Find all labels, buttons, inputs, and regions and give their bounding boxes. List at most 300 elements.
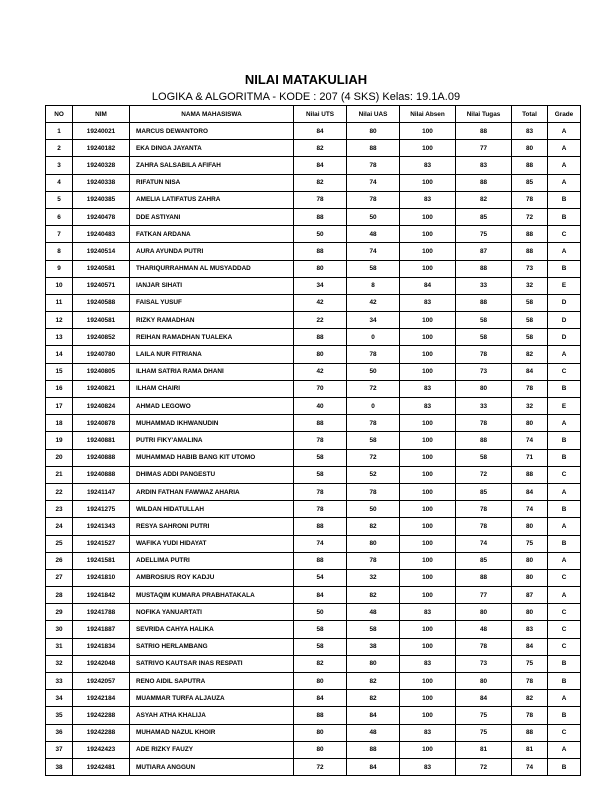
cell-uts: 42 xyxy=(294,363,347,380)
cell-no: 3 xyxy=(46,157,73,174)
cell-total: 80 xyxy=(512,569,548,586)
cell-tugas: 78 xyxy=(456,518,512,535)
cell-grade: B xyxy=(548,432,581,449)
cell-uas: 50 xyxy=(347,501,400,518)
cell-absen: 100 xyxy=(400,587,456,604)
cell-absen: 100 xyxy=(400,518,456,535)
cell-no: 32 xyxy=(46,655,73,672)
cell-absen: 100 xyxy=(400,123,456,140)
cell-tugas: 80 xyxy=(456,673,512,690)
cell-absen: 100 xyxy=(400,569,456,586)
cell-uas: 48 xyxy=(347,604,400,621)
cell-nim: 19240805 xyxy=(73,363,130,380)
table-row xyxy=(46,277,581,294)
cell-uts: 70 xyxy=(294,380,347,397)
cell-nama: AMELIA LATIFATUS ZAHRA xyxy=(130,191,294,208)
cell-grade: A xyxy=(548,157,581,174)
cell-tugas: 72 xyxy=(456,758,512,775)
cell-uas: 32 xyxy=(347,569,400,586)
cell-total: 75 xyxy=(512,655,548,672)
cell-absen: 83 xyxy=(400,655,456,672)
cell-no: 17 xyxy=(46,398,73,415)
cell-uas: 80 xyxy=(347,123,400,140)
cell-tugas: 80 xyxy=(456,380,512,397)
cell-tugas: 58 xyxy=(456,449,512,466)
cell-nim: 19242048 xyxy=(73,655,130,672)
cell-absen: 100 xyxy=(400,260,456,277)
table-row xyxy=(46,587,581,604)
cell-total: 85 xyxy=(512,174,548,191)
cell-total: 58 xyxy=(512,294,548,311)
cell-uas: 82 xyxy=(347,690,400,707)
cell-tugas: 75 xyxy=(456,724,512,741)
cell-nama: ILHAM CHAIRI xyxy=(130,380,294,397)
cell-total: 32 xyxy=(512,398,548,415)
cell-nim: 19242288 xyxy=(73,707,130,724)
cell-no: 23 xyxy=(46,501,73,518)
cell-total: 74 xyxy=(512,432,548,449)
cell-nama: PUTRI FIKY'AMALINA xyxy=(130,432,294,449)
cell-absen: 100 xyxy=(400,226,456,243)
cell-grade: D xyxy=(548,329,581,346)
cell-total: 58 xyxy=(512,329,548,346)
cell-absen: 100 xyxy=(400,501,456,518)
table-row xyxy=(46,398,581,415)
table-row xyxy=(46,260,581,277)
cell-grade: B xyxy=(548,673,581,690)
cell-nim: 19240581 xyxy=(73,312,130,329)
cell-total: 88 xyxy=(512,226,548,243)
cell-grade: D xyxy=(548,312,581,329)
cell-absen: 83 xyxy=(400,380,456,397)
cell-no: 4 xyxy=(46,174,73,191)
cell-nim: 19240182 xyxy=(73,140,130,157)
cell-total: 80 xyxy=(512,140,548,157)
cell-uts: 80 xyxy=(294,724,347,741)
cell-grade: A xyxy=(548,140,581,157)
cell-uts: 88 xyxy=(294,415,347,432)
cell-nama: MUTIARA ANGGUN xyxy=(130,758,294,775)
table-row xyxy=(46,483,581,500)
cell-total: 80 xyxy=(512,552,548,569)
cell-grade: B xyxy=(548,208,581,225)
cell-nim: 19241275 xyxy=(73,501,130,518)
cell-grade: B xyxy=(548,380,581,397)
cell-uas: 80 xyxy=(347,655,400,672)
cell-no: 33 xyxy=(46,673,73,690)
cell-total: 58 xyxy=(512,312,548,329)
cell-tugas: 87 xyxy=(456,243,512,260)
table-row xyxy=(46,604,581,621)
cell-absen: 100 xyxy=(400,140,456,157)
cell-uts: 80 xyxy=(294,260,347,277)
cell-uts: 84 xyxy=(294,157,347,174)
cell-grade: C xyxy=(548,621,581,638)
cell-nama: AHMAD LEGOWO xyxy=(130,398,294,415)
cell-total: 81 xyxy=(512,741,548,758)
cell-nama: LAILA NUR FITRIANA xyxy=(130,346,294,363)
cell-nama: SATRIO HERLAMBANG xyxy=(130,638,294,655)
cell-tugas: 33 xyxy=(456,277,512,294)
cell-nim: 19240881 xyxy=(73,432,130,449)
cell-nama: MARCUS DEWANTORO xyxy=(130,123,294,140)
cell-nim: 19240328 xyxy=(73,157,130,174)
table-row xyxy=(46,569,581,586)
cell-no: 26 xyxy=(46,552,73,569)
table-row xyxy=(46,707,581,724)
cell-absen: 83 xyxy=(400,157,456,174)
header-tugas: Nilai Tugas xyxy=(456,106,512,123)
header-grade: Grade xyxy=(548,106,581,123)
cell-nama: ADELLIMA PUTRI xyxy=(130,552,294,569)
cell-grade: A xyxy=(548,518,581,535)
cell-uas: 72 xyxy=(347,380,400,397)
table-row xyxy=(46,758,581,775)
header-no: NO xyxy=(46,106,73,123)
cell-uas: 58 xyxy=(347,621,400,638)
cell-uas: 78 xyxy=(347,346,400,363)
cell-grade: A xyxy=(548,552,581,569)
cell-nim: 19240878 xyxy=(73,415,130,432)
cell-tugas: 58 xyxy=(456,312,512,329)
cell-no: 9 xyxy=(46,260,73,277)
cell-total: 78 xyxy=(512,380,548,397)
cell-nim: 19240571 xyxy=(73,277,130,294)
cell-nama: MUAMMAR TURFA ALJAUZA xyxy=(130,690,294,707)
cell-tugas: 88 xyxy=(456,123,512,140)
table-row xyxy=(46,363,581,380)
cell-nim: 19242184 xyxy=(73,690,130,707)
table-row xyxy=(46,655,581,672)
cell-grade: B xyxy=(548,449,581,466)
table-row xyxy=(46,243,581,260)
cell-nama: MUHAMMAD HABIB BANG KIT UTOMO xyxy=(130,449,294,466)
cell-tugas: 74 xyxy=(456,535,512,552)
cell-uas: 82 xyxy=(347,518,400,535)
cell-uas: 48 xyxy=(347,226,400,243)
cell-no: 15 xyxy=(46,363,73,380)
table-row xyxy=(46,226,581,243)
cell-no: 28 xyxy=(46,587,73,604)
cell-no: 5 xyxy=(46,191,73,208)
cell-no: 1 xyxy=(46,123,73,140)
cell-total: 84 xyxy=(512,483,548,500)
cell-total: 75 xyxy=(512,535,548,552)
table-header-row xyxy=(46,106,581,123)
cell-total: 74 xyxy=(512,758,548,775)
cell-grade: A xyxy=(548,346,581,363)
cell-nama: ADE RIZKY FAUZY xyxy=(130,741,294,758)
cell-no: 22 xyxy=(46,483,73,500)
cell-nim: 19240588 xyxy=(73,294,130,311)
cell-absen: 100 xyxy=(400,243,456,260)
cell-absen: 100 xyxy=(400,174,456,191)
cell-uts: 80 xyxy=(294,673,347,690)
cell-total: 80 xyxy=(512,415,548,432)
cell-nim: 19240780 xyxy=(73,346,130,363)
cell-nama: MUSTAQIM KUMARA PRABHATAKALA xyxy=(130,587,294,604)
cell-absen: 100 xyxy=(400,535,456,552)
document-subtitle: LOGIKA & ALGORITMA - KODE : 207 (4 SKS) Kelas: 19.1A.09 xyxy=(151,91,461,103)
cell-nim: 19240824 xyxy=(73,398,130,415)
cell-nim: 19241147 xyxy=(73,483,130,500)
cell-grade: C xyxy=(548,363,581,380)
cell-no: 30 xyxy=(46,621,73,638)
cell-absen: 100 xyxy=(400,552,456,569)
cell-no: 34 xyxy=(46,690,73,707)
cell-uas: 84 xyxy=(347,758,400,775)
cell-uts: 88 xyxy=(294,243,347,260)
cell-absen: 100 xyxy=(400,415,456,432)
cell-absen: 100 xyxy=(400,346,456,363)
header-uts: Nilai UTS xyxy=(294,106,347,123)
cell-nama: REIHAN RAMADHAN TUALEKA xyxy=(130,329,294,346)
cell-no: 37 xyxy=(46,741,73,758)
cell-tugas: 73 xyxy=(456,363,512,380)
cell-uts: 22 xyxy=(294,312,347,329)
cell-nama: DHIMAS ADDI PANGESTU xyxy=(130,466,294,483)
cell-nama: SEVRIDA CAHYA HALIKA xyxy=(130,621,294,638)
cell-uas: 58 xyxy=(347,432,400,449)
cell-uas: 38 xyxy=(347,638,400,655)
cell-absen: 84 xyxy=(400,277,456,294)
cell-nim: 19242057 xyxy=(73,673,130,690)
cell-total: 88 xyxy=(512,466,548,483)
cell-nim: 19241834 xyxy=(73,638,130,655)
cell-no: 16 xyxy=(46,380,73,397)
cell-tugas: 75 xyxy=(456,226,512,243)
cell-nama: ASYAH ATHA KHALIJA xyxy=(130,707,294,724)
cell-nama: ARDIN FATHAN FAWWAZ AHARIA xyxy=(130,483,294,500)
cell-nim: 19242288 xyxy=(73,724,130,741)
cell-uas: 50 xyxy=(347,208,400,225)
cell-absen: 83 xyxy=(400,724,456,741)
cell-uts: 78 xyxy=(294,191,347,208)
cell-total: 74 xyxy=(512,501,548,518)
cell-uts: 78 xyxy=(294,483,347,500)
cell-tugas: 84 xyxy=(456,690,512,707)
grades-table xyxy=(45,105,581,776)
cell-nim: 19241788 xyxy=(73,604,130,621)
cell-no: 8 xyxy=(46,243,73,260)
cell-uas: 82 xyxy=(347,587,400,604)
cell-uts: 80 xyxy=(294,741,347,758)
cell-tugas: 88 xyxy=(456,569,512,586)
cell-nim: 19240338 xyxy=(73,174,130,191)
cell-tugas: 78 xyxy=(456,501,512,518)
table-body xyxy=(46,123,581,776)
cell-grade: C xyxy=(548,466,581,483)
cell-total: 84 xyxy=(512,363,548,380)
cell-uas: 82 xyxy=(347,673,400,690)
cell-absen: 100 xyxy=(400,208,456,225)
cell-uas: 84 xyxy=(347,707,400,724)
table-row xyxy=(46,621,581,638)
cell-no: 10 xyxy=(46,277,73,294)
cell-absen: 100 xyxy=(400,621,456,638)
cell-nim: 19240385 xyxy=(73,191,130,208)
cell-nim: 19240821 xyxy=(73,380,130,397)
table-row xyxy=(46,123,581,140)
cell-uts: 34 xyxy=(294,277,347,294)
cell-nama: WAFIKA YUDI HIDAYAT xyxy=(130,535,294,552)
cell-nama: ZAHRA SALSABILA AFIFAH xyxy=(130,157,294,174)
cell-uas: 50 xyxy=(347,363,400,380)
cell-total: 82 xyxy=(512,346,548,363)
cell-tugas: 88 xyxy=(456,294,512,311)
cell-grade: B xyxy=(548,501,581,518)
header-total: Total xyxy=(512,106,548,123)
cell-grade: A xyxy=(548,483,581,500)
table-row xyxy=(46,552,581,569)
cell-uas: 74 xyxy=(347,243,400,260)
table-row xyxy=(46,466,581,483)
cell-tugas: 72 xyxy=(456,466,512,483)
cell-uts: 78 xyxy=(294,432,347,449)
cell-nama: SATRIVO KAUTSAR INAS RESPATI xyxy=(130,655,294,672)
cell-no: 20 xyxy=(46,449,73,466)
cell-grade: A xyxy=(548,243,581,260)
cell-absen: 100 xyxy=(400,673,456,690)
cell-total: 78 xyxy=(512,673,548,690)
cell-uts: 88 xyxy=(294,707,347,724)
cell-uts: 58 xyxy=(294,449,347,466)
document-title: NILAI MATAKULIAH xyxy=(244,72,368,87)
cell-grade: A xyxy=(548,741,581,758)
cell-uts: 88 xyxy=(294,552,347,569)
cell-total: 73 xyxy=(512,260,548,277)
cell-no: 11 xyxy=(46,294,73,311)
cell-nim: 19241810 xyxy=(73,569,130,586)
cell-absen: 100 xyxy=(400,690,456,707)
cell-total: 83 xyxy=(512,123,548,140)
cell-absen: 83 xyxy=(400,191,456,208)
cell-grade: A xyxy=(548,587,581,604)
cell-grade: E xyxy=(548,398,581,415)
cell-absen: 100 xyxy=(400,449,456,466)
cell-uas: 78 xyxy=(347,552,400,569)
cell-uts: 84 xyxy=(294,587,347,604)
cell-no: 7 xyxy=(46,226,73,243)
cell-tugas: 33 xyxy=(456,398,512,415)
table-row xyxy=(46,415,581,432)
cell-total: 72 xyxy=(512,208,548,225)
table-row xyxy=(46,329,581,346)
table-row xyxy=(46,449,581,466)
header-absen: Nilai Absen xyxy=(400,106,456,123)
cell-tugas: 85 xyxy=(456,483,512,500)
cell-total: 78 xyxy=(512,707,548,724)
cell-nama: MUHAMMAD IKHWANUDIN xyxy=(130,415,294,432)
cell-absen: 100 xyxy=(400,363,456,380)
cell-tugas: 85 xyxy=(456,208,512,225)
cell-nim: 19240888 xyxy=(73,466,130,483)
cell-nama: FAISAL YUSUF xyxy=(130,294,294,311)
cell-grade: A xyxy=(548,415,581,432)
cell-tugas: 58 xyxy=(456,329,512,346)
cell-nama: IANJAR SIHATI xyxy=(130,277,294,294)
table-row xyxy=(46,724,581,741)
cell-nama: NOFIKA YANUARTATI xyxy=(130,604,294,621)
cell-absen: 100 xyxy=(400,329,456,346)
cell-grade: C xyxy=(548,226,581,243)
cell-no: 14 xyxy=(46,346,73,363)
cell-no: 19 xyxy=(46,432,73,449)
cell-tugas: 75 xyxy=(456,707,512,724)
cell-tugas: 78 xyxy=(456,415,512,432)
cell-grade: C xyxy=(548,638,581,655)
cell-total: 80 xyxy=(512,604,548,621)
cell-no: 38 xyxy=(46,758,73,775)
cell-nim: 19240581 xyxy=(73,260,130,277)
cell-uas: 74 xyxy=(347,174,400,191)
table-row xyxy=(46,673,581,690)
cell-uts: 58 xyxy=(294,621,347,638)
table-row xyxy=(46,157,581,174)
cell-total: 88 xyxy=(512,157,548,174)
cell-uts: 88 xyxy=(294,518,347,535)
cell-uas: 8 xyxy=(347,277,400,294)
header-nim: NIM xyxy=(73,106,130,123)
cell-absen: 100 xyxy=(400,707,456,724)
cell-tugas: 88 xyxy=(456,174,512,191)
cell-nama: RIZKY RAMADHAN xyxy=(130,312,294,329)
cell-tugas: 73 xyxy=(456,655,512,672)
cell-uts: 84 xyxy=(294,690,347,707)
table-row xyxy=(46,191,581,208)
cell-absen: 100 xyxy=(400,638,456,655)
cell-uas: 42 xyxy=(347,294,400,311)
cell-nama: ILHAM SATRIA RAMA DHANI xyxy=(130,363,294,380)
cell-uas: 0 xyxy=(347,329,400,346)
cell-uas: 88 xyxy=(347,140,400,157)
table-row xyxy=(46,294,581,311)
cell-nim: 19240478 xyxy=(73,208,130,225)
cell-tugas: 81 xyxy=(456,741,512,758)
cell-absen: 100 xyxy=(400,741,456,758)
cell-no: 21 xyxy=(46,466,73,483)
cell-nama: EKA DINGA JAYANTA xyxy=(130,140,294,157)
cell-absen: 100 xyxy=(400,466,456,483)
cell-uts: 82 xyxy=(294,655,347,672)
cell-uas: 78 xyxy=(347,157,400,174)
table-row xyxy=(46,208,581,225)
cell-absen: 100 xyxy=(400,432,456,449)
cell-nim: 19241842 xyxy=(73,587,130,604)
cell-total: 87 xyxy=(512,587,548,604)
cell-nama: FATKAN ARDANA xyxy=(130,226,294,243)
cell-uts: 74 xyxy=(294,535,347,552)
cell-no: 29 xyxy=(46,604,73,621)
cell-total: 71 xyxy=(512,449,548,466)
cell-nim: 19240514 xyxy=(73,243,130,260)
cell-nim: 19240483 xyxy=(73,226,130,243)
cell-no: 24 xyxy=(46,518,73,535)
cell-uas: 78 xyxy=(347,415,400,432)
table-row xyxy=(46,174,581,191)
cell-total: 82 xyxy=(512,690,548,707)
cell-total: 80 xyxy=(512,518,548,535)
table-row xyxy=(46,380,581,397)
table-row xyxy=(46,346,581,363)
header-nama: NAMA MAHASISWA xyxy=(130,106,294,123)
cell-tugas: 80 xyxy=(456,604,512,621)
cell-grade: A xyxy=(548,123,581,140)
cell-no: 2 xyxy=(46,140,73,157)
cell-no: 25 xyxy=(46,535,73,552)
cell-absen: 100 xyxy=(400,312,456,329)
cell-nama: MUHAMAD NAZUL KHOIR xyxy=(130,724,294,741)
